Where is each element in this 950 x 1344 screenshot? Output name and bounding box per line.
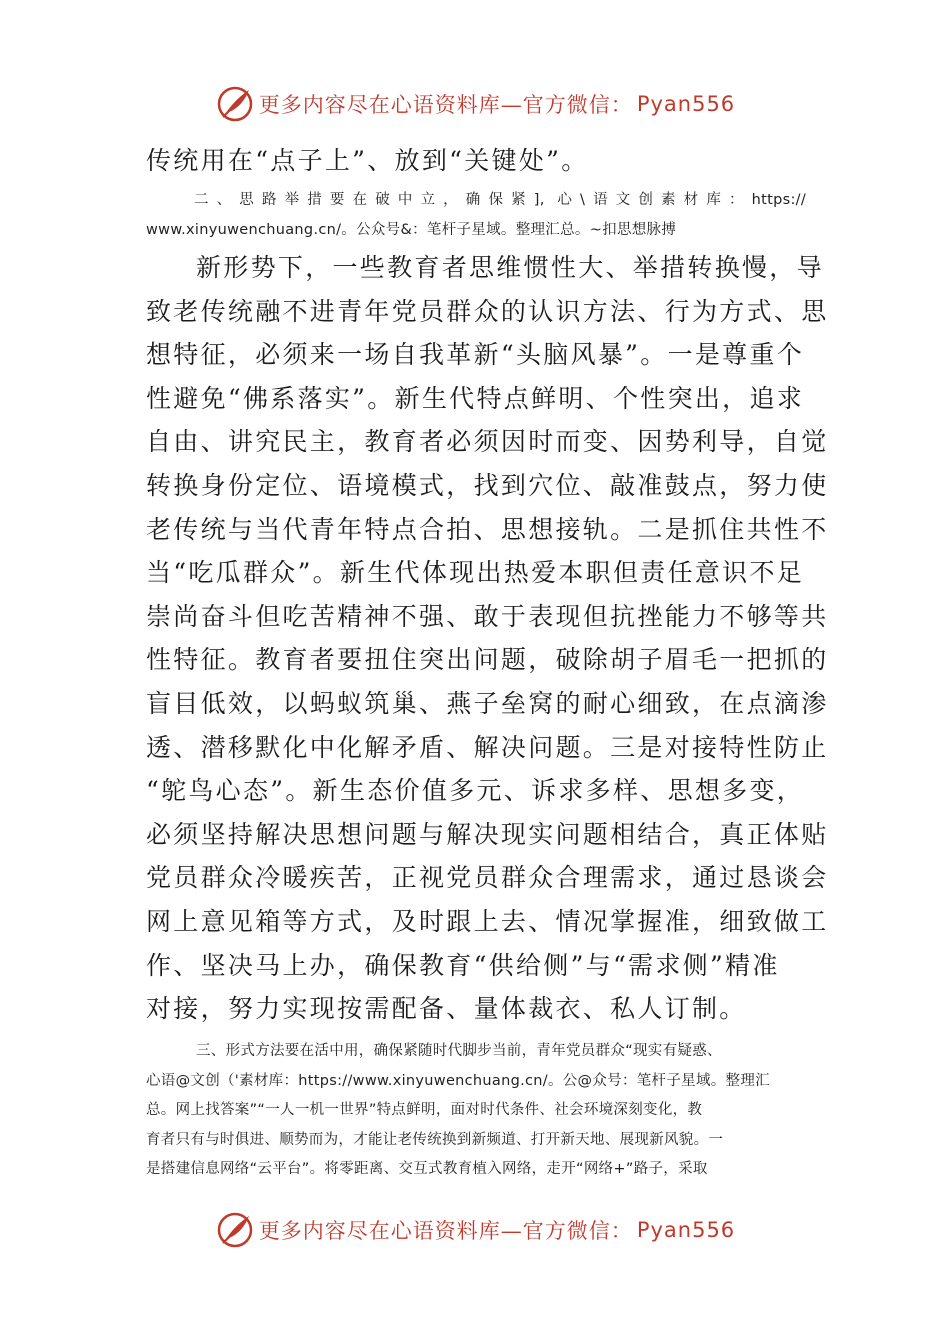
section2-line: 透、潜移默化中化解矛盾、解决问题。三是对接特性防止 [146,732,829,762]
section2-line: 当“吃瓜群众”。新生代体现出热爱本职但责任意识不足 [146,558,805,588]
section2-line: 想特征，必须来一场自我革新“头脑风暴”。一是尊重个 [146,340,805,370]
section3-line: 总。网上找答案”“一人一机一世界”特点鲜明，面对时代条件、社会环境深刻变化，教 [146,1102,703,1118]
section2-line: “鸵鸟心态”。新生态价值多元、诉求多样、思想多变， [146,776,805,806]
section2-line: 对接，努力实现按需配备、量体裁衣、私人订制。 [146,994,747,1024]
section2-heading-line-2: www.xinyuwenchuang.cn/。公众号&：笔杆子星域。整理汇总。~扣思想脉搏 [146,222,677,238]
banner-wechat-id: Pyan556 [636,1218,736,1242]
section2-heading-line-1: 二、思路举措要在破中立，确保紧], 心\语文创素材库：https:// [194,192,806,208]
section2-line: 崇尚奋斗但吃苦精神不强、敢于表现但抗挫能力不够等共 [146,601,829,631]
quill-pen-logo-icon [215,1210,255,1250]
section2-line: 必须坚持解决思想问题与解决现实问题相结合，真正体贴 [146,819,829,849]
section2-line: 盲目低效，以蚂蚁筑巢、燕子垒窝的耐心细致，在点滴渗 [146,689,829,718]
section3-line: 心语@文创（'素材库：https://www.xinyuwenchuang.cn/。公@众号：笔杆子星域。整理汇 [146,1072,770,1089]
section2-line: 网上意见箱等方式，及时跟上去、情况掌握准，细致做工 [146,907,829,936]
footer-banner [0,1210,950,1250]
section2-line: 致老传统融不进青年党员群众的认识方法、行为方式、思 [146,296,829,326]
section2-line: 自由、讲究民主，教育者必须因时而变、因势利导，自觉 [146,427,829,457]
section3-line: 是搭建信息网络“云平台”。将零距离、交互式教育植入网络，走开“网络+”路子，采取 [146,1161,708,1177]
section2-line: 性特征。教育者要扭住突出问题，破除胡子眉毛一把抓的 [146,645,829,675]
section2-line: 新形势下，一些教育者思维惯性大、举措转换慢，导 [196,253,824,282]
section2-line: 转换身份定位、语境模式，找到穴位、敲准鼓点，努力使 [146,471,829,500]
section3-line: 育者只有与时俱进、顺势而为，才能让老传统换到新频道、打开新天地、展现新风貌。一 [146,1131,724,1148]
section2-line: 老传统与当代青年特点合拍、思想接轨。二是抓住共性不 [146,514,829,544]
section2-line: 作、坚决马上办，确保教育“供给侧”与“需求侧”精准 [146,950,780,980]
banner-wechat-id: Pyan556 [636,92,736,116]
banner-text: 更多内容尽在心语资料库—官方微信： [258,1219,633,1243]
section3-line: 三、形式方法要在活中用，确保紧随时代脚步当前，青年党员群众“现实有疑惑、 [196,1043,722,1059]
quill-pen-logo-icon [215,84,255,124]
continuation-line: 传统用在“点子上”、放到“关键处”。 [146,146,589,175]
header-banner [0,84,950,124]
section2-line: 性避免“佛系落实”。新生代特点鲜明、个性突出，追求 [146,383,805,413]
section2-line: 党员群众冷暖疾苦，正视党员群众合理需求，通过恳谈会 [146,863,829,893]
banner-text: 更多内容尽在心语资料库—官方微信： [258,93,633,117]
